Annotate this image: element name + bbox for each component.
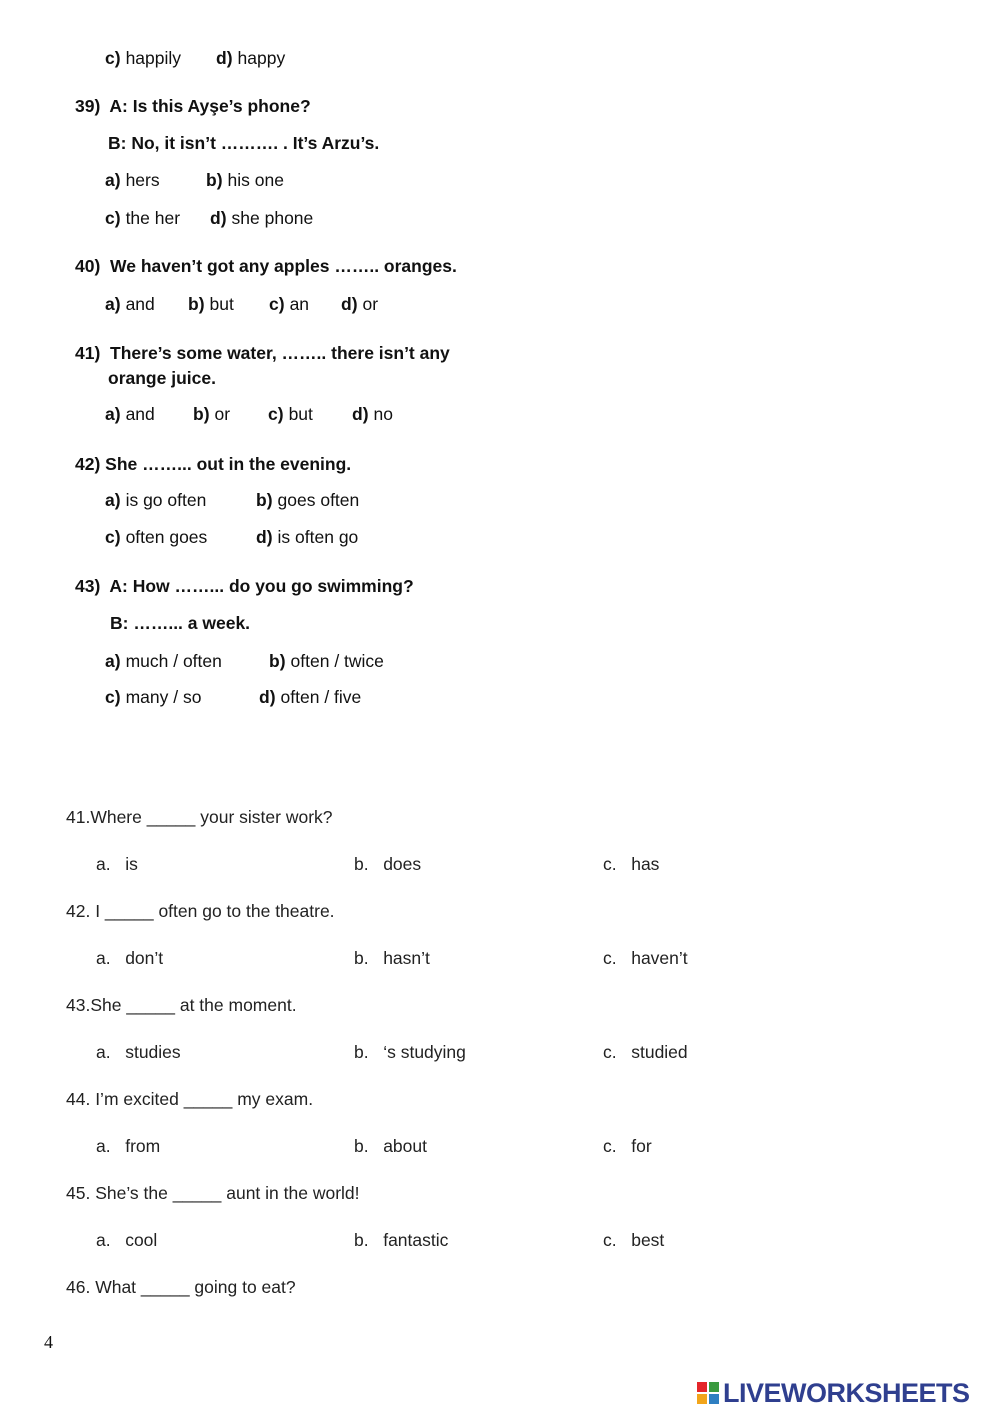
option-c[interactable]: c) the her xyxy=(105,208,181,228)
option-a[interactable]: a) and xyxy=(105,404,155,424)
option-b[interactable]: b) but xyxy=(188,294,234,314)
option-c[interactable]: c) often goes xyxy=(105,527,208,547)
option-a[interactable]: a) is go often xyxy=(105,490,207,510)
option-c[interactable]: c) but xyxy=(268,404,313,424)
page-number: 4 xyxy=(44,1332,53,1352)
question-39: 39) A: Is this Ayşe’s phone? xyxy=(75,96,311,116)
logo-text: LIVEWORKSHEETS xyxy=(723,1377,970,1408)
option-b[interactable]: b. hasn’t xyxy=(354,948,430,968)
option-c[interactable]: c. has xyxy=(603,854,660,874)
option-c[interactable]: c. for xyxy=(603,1136,652,1156)
option-a[interactable]: a. studies xyxy=(96,1042,181,1062)
option-c[interactable]: c) many / so xyxy=(105,687,202,707)
question-text: 42. I _____ often go to the theatre. xyxy=(66,901,335,921)
question-40: 40) We haven’t got any apples …….. oranges. xyxy=(75,256,457,276)
option-c[interactable]: c. haven’t xyxy=(603,948,688,968)
option-b[interactable]: b. does xyxy=(354,854,422,874)
option-b[interactable]: b. about xyxy=(354,1136,427,1156)
question-text: 45. She’s the _____ aunt in the world! xyxy=(66,1183,360,1203)
option-c[interactable]: c) happily xyxy=(105,48,182,68)
option-c[interactable]: c) an xyxy=(269,294,310,314)
question-text: 43.She _____ at the moment. xyxy=(66,995,297,1015)
option-a[interactable]: a) and xyxy=(105,294,155,314)
option-d[interactable]: d) or xyxy=(341,294,379,314)
liveworksheets-tiles-icon xyxy=(697,1382,719,1404)
option-d[interactable]: d) happy xyxy=(216,48,286,68)
option-a[interactable]: a) much / often xyxy=(105,651,222,671)
option-b[interactable]: b) or xyxy=(193,404,231,424)
question-41-line-2: orange juice. xyxy=(108,368,216,388)
option-b[interactable]: b) often / twice xyxy=(269,651,384,671)
option-b[interactable]: b) his one xyxy=(206,170,284,190)
question-43-line-b: B: ……... a week. xyxy=(110,613,251,633)
option-b[interactable]: b. ‘s studying xyxy=(354,1042,466,1062)
liveworksheets-logo[interactable] xyxy=(697,1377,970,1409)
question-42: 42) She ……... out in the evening. xyxy=(75,454,352,474)
option-a[interactable]: a. don’t xyxy=(96,948,164,968)
option-a[interactable]: a) hers xyxy=(105,170,160,190)
option-d[interactable]: d) is often go xyxy=(256,527,359,547)
question-43: 43) A: How ……... do you go swimming? xyxy=(75,576,414,596)
option-a[interactable]: a. from xyxy=(96,1136,161,1156)
question-text: 41.Where _____ your sister work? xyxy=(66,807,333,827)
question-41: 41) There’s some water, …….. there isn’t any xyxy=(75,343,450,363)
question-39-line-b: B: No, it isn’t ………. . It’s Arzu’s. xyxy=(108,133,380,153)
option-b[interactable]: b. fantastic xyxy=(354,1230,449,1250)
option-c[interactable]: c. studied xyxy=(603,1042,688,1062)
option-d[interactable]: d) she phone xyxy=(210,208,314,228)
option-a[interactable]: a. cool xyxy=(96,1230,158,1250)
question-text: 46. What _____ going to eat? xyxy=(66,1277,296,1297)
option-d[interactable]: d) no xyxy=(352,404,393,424)
option-a[interactable]: a. is xyxy=(96,854,138,874)
question-text: 44. I’m excited _____ my exam. xyxy=(66,1089,314,1109)
option-b[interactable]: b) goes often xyxy=(256,490,360,510)
option-d[interactable]: d) often / five xyxy=(259,687,362,707)
option-c[interactable]: c. best xyxy=(603,1230,665,1250)
